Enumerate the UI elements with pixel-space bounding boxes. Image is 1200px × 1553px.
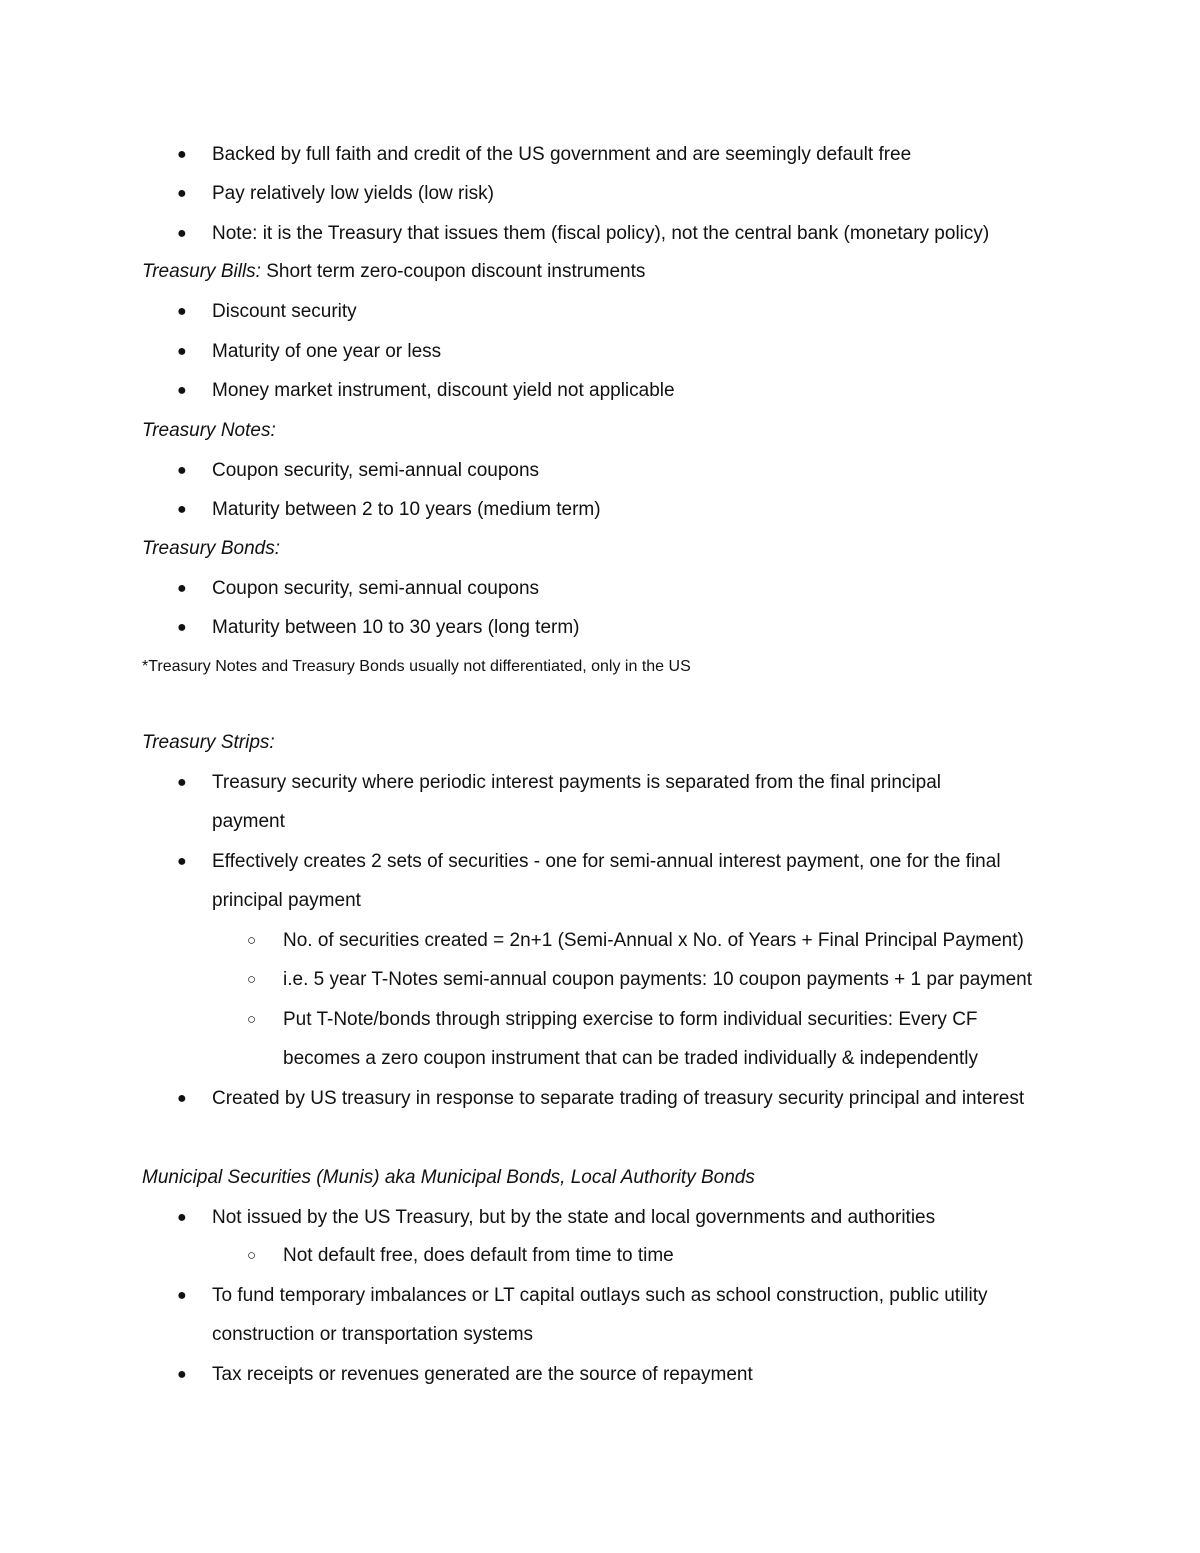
- munis-bullet-1: Not issued by the US Treasury, but by the state and local governments and authorities: [212, 1207, 936, 1228]
- bullet-marker: ●: [177, 1366, 187, 1383]
- bills-heading: Treasury Bills:: [142, 261, 261, 282]
- strips-sub-bullet-3-line-1: Put T-Note/bonds through stripping exercise to form individual securities: Every CF: [283, 1009, 978, 1030]
- bullet-marker: ●: [177, 580, 187, 597]
- bullet-marker: ●: [177, 462, 187, 479]
- strips-sub-bullet-1: No. of securities created = 2n+1 (Semi-Annual x No. of Years + Final Principal Payment): [283, 930, 1024, 951]
- intro-bullet-2: Pay relatively low yields (low risk): [212, 183, 494, 204]
- bills-heading-line: [142, 260, 645, 284]
- bullet-marker: ●: [177, 1209, 187, 1226]
- bullet-marker: ●: [177, 1090, 187, 1107]
- bonds-bullet-1: Coupon security, semi-annual coupons: [212, 578, 540, 599]
- bullet-marker: ●: [177, 146, 187, 163]
- bullet-marker: ●: [177, 382, 187, 399]
- munis-bullet-2-line-2: construction or transportation systems: [212, 1324, 534, 1345]
- sub-bullet-marker: ○: [247, 1247, 257, 1264]
- bullet-marker: ●: [177, 501, 187, 518]
- strips-sub-bullet-3-line-2: becomes a zero coupon instrument that can be traded individually & independently: [283, 1048, 978, 1069]
- intro-bullet-1: Backed by full faith and credit of the US government and are seemingly default free: [212, 144, 912, 165]
- sub-bullet-marker: ○: [247, 932, 257, 949]
- strips-bullet-2-line-1: Effectively creates 2 sets of securities - one for semi-annual interest payment, one for the final: [212, 851, 1001, 872]
- intro-bullet-3: Note: it is the Treasury that issues them (fiscal policy), not the central bank (monetary policy): [212, 223, 990, 244]
- strips-heading: Treasury Strips:: [142, 732, 275, 753]
- munis-heading: Municipal Securities (Munis) aka Municipal Bonds, Local Authority Bonds: [142, 1167, 755, 1188]
- munis-bullet-3: Tax receipts or revenues generated are the source of repayment: [212, 1364, 753, 1385]
- notes-bullet-1: Coupon security, semi-annual coupons: [212, 460, 540, 481]
- bullet-marker: ●: [177, 225, 187, 242]
- strips-bullet-3: Created by US treasury in response to separate trading of treasury security principal and interest: [212, 1088, 1025, 1109]
- bullet-marker: ●: [177, 343, 187, 360]
- munis-bullet-2-line-1: To fund temporary imbalances or LT capital outlays such as school construction, public utility: [212, 1285, 988, 1306]
- bullet-marker: ●: [177, 853, 187, 870]
- strips-bullet-1-line-2: payment: [212, 811, 285, 832]
- bullet-marker: ●: [177, 619, 187, 636]
- munis-sub-bullet-1: Not default free, does default from time to time: [283, 1245, 674, 1266]
- sub-bullet-marker: ○: [247, 971, 257, 988]
- bills-bullet-3: Money market instrument, discount yield not applicable: [212, 380, 675, 401]
- bullet-marker: ●: [177, 1287, 187, 1304]
- strips-bullet-2-line-2: principal payment: [212, 890, 361, 911]
- bills-bullet-2: Maturity of one year or less: [212, 341, 442, 362]
- bills-heading-desc: Short term zero-coupon discount instruments: [260, 261, 646, 282]
- strips-sub-bullet-2: i.e. 5 year T-Notes semi-annual coupon payments: 10 coupon payments + 1 par payment: [283, 969, 1032, 990]
- notes-heading: Treasury Notes:: [142, 420, 276, 441]
- bullet-marker: ●: [177, 185, 187, 202]
- bonds-bullet-2: Maturity between 10 to 30 years (long term): [212, 617, 580, 638]
- bullet-marker: ●: [177, 774, 187, 791]
- notes-bullet-2: Maturity between 2 to 10 years (medium term): [212, 499, 601, 520]
- bullet-marker: ●: [177, 303, 187, 320]
- sub-bullet-marker: ○: [247, 1011, 257, 1028]
- bonds-heading: Treasury Bonds:: [142, 538, 280, 559]
- strips-bullet-1-line-1: Treasury security where periodic interest payments is separated from the final principal: [212, 772, 942, 793]
- bills-bullet-1: Discount security: [212, 301, 357, 322]
- bonds-footnote: *Treasury Notes and Treasury Bonds usually not differentiated, only in the US: [142, 658, 691, 675]
